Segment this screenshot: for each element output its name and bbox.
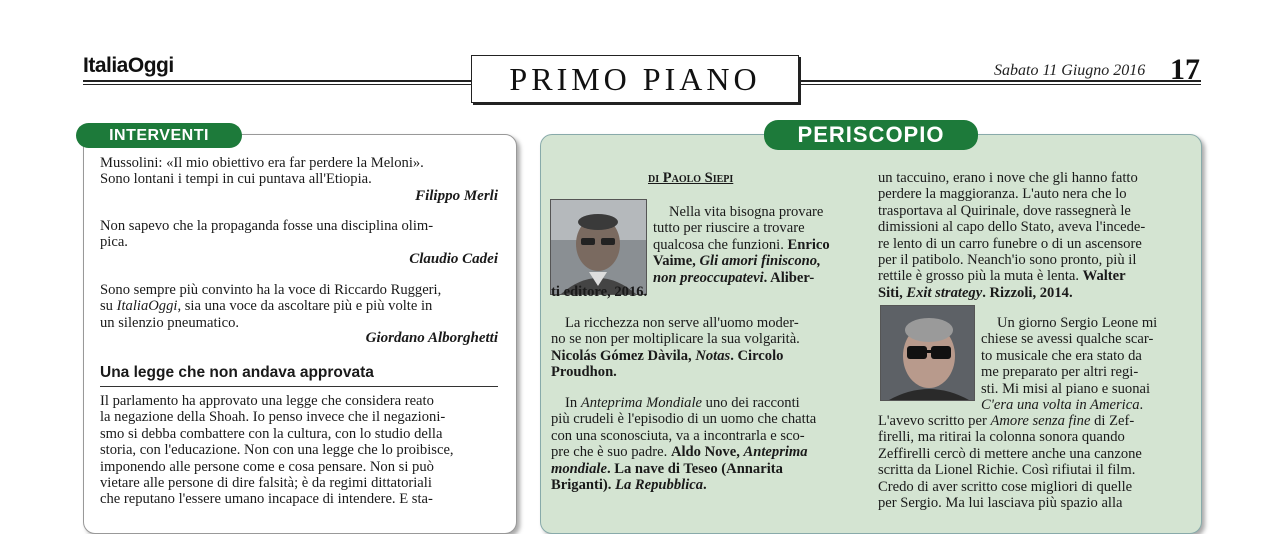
author-name: Enrico — [787, 236, 830, 253]
article-line: Il parlamento ha approvato una legge che considera reato — [100, 393, 434, 409]
periscopio-item-5 — [981, 315, 1189, 413]
text-line — [551, 444, 862, 460]
newspaper-name: La Repubblica — [615, 477, 704, 494]
text-line: chiese se avessi qualche scar- — [981, 331, 1154, 348]
film-title: Amore senza fine — [990, 413, 1091, 429]
intervento-3 — [100, 282, 498, 331]
film-title: C'era una volta in America — [981, 397, 1140, 414]
text-line: re lento di un carro funebre o di un ascensore — [878, 235, 1142, 252]
periscopio-item-2 — [551, 315, 862, 381]
text-line: sti. Mi misi al piano e suonai — [981, 380, 1151, 397]
article-body — [100, 393, 498, 508]
text-line — [878, 268, 1189, 284]
text-line: perdere la maggioranza. L'auto nera che lo — [878, 186, 1127, 203]
text-line: dimissioni al capo dello Stato, aveva l'incede- — [878, 219, 1146, 236]
text-line: Credo di aver scritto cose migliori di quelle — [878, 478, 1133, 495]
text-span: uno dei racconti — [702, 395, 800, 411]
text-line: un taccuino, erano i nove che gli hanno fatto — [878, 170, 1138, 186]
text-span: qualcosa che funzioni. — [653, 236, 784, 253]
periscopio-item-3 — [551, 395, 862, 493]
publisher: . Circolo — [730, 347, 784, 364]
portrait-photo-icon — [551, 200, 646, 294]
intervento-line — [100, 298, 498, 314]
text-line: trasportava al Quirinale, dove rassegnerà le — [878, 202, 1131, 219]
article-title: Una legge che non andava approvata — [100, 364, 498, 387]
periscopio-item-5-cont — [878, 413, 1189, 511]
punctuation: . — [1139, 397, 1144, 414]
text-line — [551, 461, 862, 477]
article-line: che reputano l'essere umano incapace di intendere. E sta- — [100, 491, 433, 508]
periscopio-item-1 — [653, 204, 862, 286]
text-line: La ricchezza non serve all'uomo moder- — [565, 315, 799, 331]
text-line: più crudeli è l'episodio di un uomo che chatta — [551, 411, 817, 428]
article-line: imponendo alle persone come e cosa pensare. Non si può — [100, 458, 434, 475]
text-line — [981, 397, 1189, 413]
issue-date: Sabato 11 Giugno 2016 — [994, 62, 1146, 79]
byline: di Paolo Siepi — [648, 170, 734, 186]
periscopio-item-4 — [878, 170, 1189, 301]
author-photo-morricone — [880, 305, 975, 401]
intervento-line: Non sapevo che la propaganda fosse una disciplina olim- — [100, 218, 434, 234]
text-line: me preparato per altri regi- — [981, 364, 1139, 381]
text-span: su — [100, 298, 117, 315]
book-title: non preoccupatevi — [653, 269, 764, 286]
text-line: firelli, ma ritirai la colonna sonora quando — [878, 429, 1125, 446]
text-span: In — [565, 395, 581, 411]
book-title: Notas — [695, 347, 731, 364]
text-line — [551, 364, 862, 380]
book-title: Anteprima Mondiale — [580, 395, 703, 411]
text-line — [551, 477, 862, 493]
publisher: Proudhon. — [551, 364, 617, 381]
intervento-line: un silenzio pneumatico. — [100, 314, 240, 331]
section-title: PRIMO PIANO — [471, 55, 799, 103]
signature: Giordano Alborghetti — [365, 330, 498, 346]
publisher: . Aliber- — [763, 269, 815, 286]
book-title: mondiale — [551, 460, 607, 477]
signature: Claudio Cadei — [409, 251, 498, 267]
text-span: di Zef- — [1090, 413, 1135, 429]
publisher: . La nave di Teseo (Annarita — [606, 460, 783, 477]
page-number: 17 — [1170, 53, 1200, 86]
article-line: vietare alle persone di dire falsità; è da regimi dittatoriali — [100, 475, 432, 492]
periscopio-tag: PERISCOPIO — [764, 120, 978, 150]
text-line: Nella vita bisogna provare — [669, 204, 824, 220]
book-title: Anteprima — [743, 444, 808, 461]
author-name: Walter — [1082, 268, 1126, 285]
intervento-line: pica. — [100, 234, 128, 251]
periscopio-item-1-end — [551, 284, 862, 300]
text-span: L'avevo scritto per — [878, 413, 991, 429]
text-line: scritta da Lionel Richie. Così rifiutai il film. — [878, 462, 1136, 479]
text-line: con una sconosciuta, va a incontrarla e sco- — [551, 427, 805, 444]
text-line: no se non per moltiplicare la sua volgarità. — [551, 331, 800, 348]
text-span: pre che è suo padre. — [551, 444, 671, 461]
text-line: to musicale che era stato da — [981, 347, 1142, 364]
text-line: Zeffirelli cercò di mettere anche una canzone — [878, 445, 1142, 462]
publisher: Briganti). — [551, 477, 612, 494]
publisher: ti editore, 2016. — [551, 284, 648, 300]
text-line — [653, 237, 862, 253]
text-line — [551, 348, 862, 364]
text-line — [878, 413, 1189, 429]
newspaper-logo: ItaliaOggi — [83, 54, 174, 77]
text-line: per il patibolo. Neanch'io sono pronto, più il — [878, 252, 1137, 269]
intervento-2 — [100, 218, 498, 251]
author-name: Vaime, — [653, 253, 696, 270]
author-photo-vaime — [550, 199, 647, 295]
text-line: Un giorno Sergio Leone mi — [997, 315, 1158, 331]
signature: Filippo Merli — [415, 188, 498, 204]
publisher: . Rizzoli, 2014. — [982, 284, 1073, 301]
article-line: la negazione della Shoah. Io penso invece che il negazioni- — [100, 409, 446, 426]
italic-newspaper-name: ItaliaOggi — [116, 298, 178, 315]
article-line: smo si debba combattere con la cultura, con lo studio della — [100, 425, 443, 442]
intervento-line: Sono sempre più convinto ha la voce di Riccardo Ruggeri, — [100, 282, 442, 298]
author-name: Aldo Nove, — [670, 444, 740, 461]
portrait-photo-icon — [881, 306, 974, 400]
text-line: per Sergio. Ma lui lasciava più spazio alla — [878, 495, 1123, 512]
punctuation: . — [703, 477, 707, 494]
text-line — [878, 285, 1189, 301]
intervento-1 — [100, 155, 498, 188]
intervento-line: Mussolini: «Il mio obiettivo era far perdere la Meloni». — [100, 155, 424, 171]
text-span: rettile è grosso più la muta è lenta. — [878, 268, 1083, 285]
text-line: tutto per riuscire a trovare — [653, 220, 805, 237]
book-title: Exit strategy — [906, 284, 983, 301]
interventi-tag: INTERVENTI — [76, 123, 242, 148]
author-name: Nicolás Gómez Dàvila, — [551, 347, 692, 364]
article-line: storia, con l'educazione. Non con una legge che lo proibisce, — [100, 442, 454, 459]
author-name: Siti, — [878, 284, 903, 301]
text-span: , sia una voce da ascoltare più e più volte in — [177, 298, 433, 315]
text-line — [551, 395, 862, 411]
text-line — [653, 253, 862, 269]
intervento-line: Sono lontani i tempi in cui puntava all'Etiopia. — [100, 171, 372, 188]
book-title: Gli amori finiscono, — [699, 253, 821, 270]
